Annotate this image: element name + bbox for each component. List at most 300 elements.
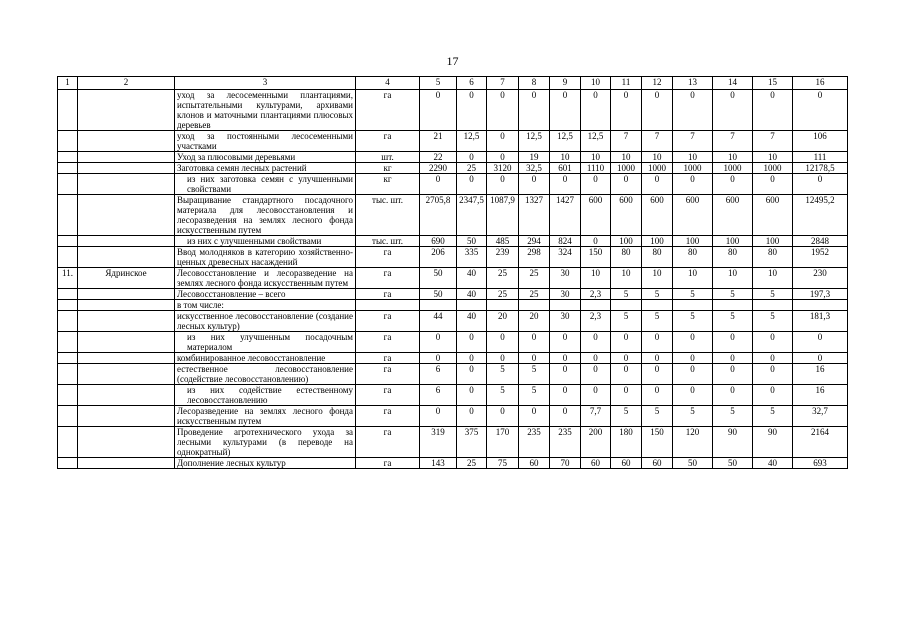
total-value-cell: 181,3	[793, 311, 848, 332]
column-header: 14	[713, 77, 753, 90]
value-cell: 100	[611, 236, 642, 247]
row-number-cell	[58, 163, 78, 174]
value-cell: 7	[713, 131, 753, 152]
value-cell: 0	[581, 90, 611, 131]
value-cell: 2,3	[581, 311, 611, 332]
unit-cell: га	[356, 406, 420, 427]
value-cell: 80	[673, 247, 713, 268]
row-number-cell: 11.	[58, 268, 78, 289]
forestry-site-cell	[78, 195, 175, 236]
value-cell: 25	[519, 268, 550, 289]
value-cell: 0	[753, 90, 793, 131]
table-row	[58, 174, 848, 195]
total-value-cell	[793, 300, 848, 311]
value-cell: 0	[420, 406, 457, 427]
value-cell: 485	[487, 236, 519, 247]
row-number-cell	[58, 427, 78, 458]
value-cell: 0	[487, 90, 519, 131]
value-cell: 10	[642, 152, 673, 163]
value-cell: 30	[550, 289, 581, 300]
unit-cell: шт.	[356, 152, 420, 163]
activity-name-cell: из них заготовка семян с улучшенными свойствами	[175, 174, 356, 195]
total-value-cell: 0	[793, 353, 848, 364]
value-cell: 12,5	[581, 131, 611, 152]
value-cell: 1000	[611, 163, 642, 174]
value-cell: 150	[581, 247, 611, 268]
forestry-plan-table	[57, 76, 848, 469]
activity-name-cell: уход за постоянными лесосеменными участками	[175, 131, 356, 152]
value-cell: 0	[457, 385, 487, 406]
value-cell: 10	[581, 152, 611, 163]
value-cell: 0	[550, 174, 581, 195]
activity-name-cell: Уход за плюсовыми деревьями	[175, 152, 356, 163]
total-value-cell: 197,3	[793, 289, 848, 300]
forestry-site-cell	[78, 427, 175, 458]
value-cell: 50	[457, 236, 487, 247]
value-cell: 1000	[673, 163, 713, 174]
value-cell: 20	[487, 311, 519, 332]
value-cell	[642, 300, 673, 311]
unit-cell: га	[356, 90, 420, 131]
column-header: 4	[356, 77, 420, 90]
value-cell: 5	[611, 289, 642, 300]
table-row	[58, 236, 848, 247]
value-cell: 0	[519, 174, 550, 195]
total-value-cell: 2164	[793, 427, 848, 458]
value-cell: 5	[487, 385, 519, 406]
unit-cell: га	[356, 311, 420, 332]
forestry-site-cell	[78, 332, 175, 353]
forestry-site-cell	[78, 90, 175, 131]
value-cell: 239	[487, 247, 519, 268]
table-row	[58, 311, 848, 332]
value-cell: 0	[673, 174, 713, 195]
unit-cell: кг	[356, 163, 420, 174]
value-cell: 5	[487, 364, 519, 385]
total-value-cell: 0	[793, 174, 848, 195]
value-cell: 5	[713, 289, 753, 300]
value-cell: 7,7	[581, 406, 611, 427]
value-cell: 10	[611, 152, 642, 163]
forestry-site-cell	[78, 458, 175, 469]
value-cell: 0	[611, 385, 642, 406]
row-number-cell	[58, 364, 78, 385]
value-cell: 0	[457, 90, 487, 131]
value-cell: 12,5	[457, 131, 487, 152]
column-header: 2	[78, 77, 175, 90]
column-header: 12	[642, 77, 673, 90]
value-cell: 143	[420, 458, 457, 469]
value-cell: 2,3	[581, 289, 611, 300]
forestry-site-cell	[78, 300, 175, 311]
value-cell: 5	[519, 385, 550, 406]
activity-name-cell: Лесоразведение на землях лесного фонда искусственным путем	[175, 406, 356, 427]
total-value-cell: 1952	[793, 247, 848, 268]
value-cell: 5	[642, 406, 673, 427]
value-cell: 600	[581, 195, 611, 236]
value-cell: 206	[420, 247, 457, 268]
value-cell: 25	[487, 268, 519, 289]
row-number-cell	[58, 406, 78, 427]
column-header: 1	[58, 77, 78, 90]
value-cell: 0	[550, 406, 581, 427]
value-cell: 5	[611, 311, 642, 332]
value-cell: 25	[519, 289, 550, 300]
value-cell: 690	[420, 236, 457, 247]
table-row	[58, 247, 848, 268]
value-cell: 294	[519, 236, 550, 247]
value-cell: 7	[673, 131, 713, 152]
activity-name-cell: Выращивание стандартного посадочного материала для лесовосстановления и лесоразведения на землях лесного фонда искусственным путем	[175, 195, 356, 236]
value-cell: 0	[420, 174, 457, 195]
value-cell: 0	[519, 332, 550, 353]
value-cell: 0	[487, 131, 519, 152]
value-cell: 30	[550, 311, 581, 332]
value-cell: 1000	[753, 163, 793, 174]
value-cell: 0	[457, 174, 487, 195]
value-cell: 600	[673, 195, 713, 236]
activity-name-cell: из них улучшенным посадочным материалом	[175, 332, 356, 353]
activity-name-cell: Лесовосстановление и лесоразведение на землях лесного фонда искусственным путем	[175, 268, 356, 289]
column-header: 13	[673, 77, 713, 90]
table-row	[58, 364, 848, 385]
value-cell: 0	[642, 385, 673, 406]
value-cell: 319	[420, 427, 457, 458]
table-row	[58, 163, 848, 174]
value-cell: 6	[420, 364, 457, 385]
activity-name-cell: комбинированное лесовосстановление	[175, 353, 356, 364]
value-cell: 19	[519, 152, 550, 163]
total-value-cell: 2848	[793, 236, 848, 247]
value-cell: 1427	[550, 195, 581, 236]
value-cell: 324	[550, 247, 581, 268]
value-cell	[420, 300, 457, 311]
value-cell: 0	[673, 332, 713, 353]
value-cell: 0	[457, 332, 487, 353]
unit-cell: кг	[356, 174, 420, 195]
value-cell: 100	[713, 236, 753, 247]
row-number-cell	[58, 458, 78, 469]
activity-name-cell: Лесовосстановление – всего	[175, 289, 356, 300]
value-cell: 10	[581, 268, 611, 289]
total-value-cell: 0	[793, 90, 848, 131]
value-cell: 0	[487, 332, 519, 353]
unit-cell: га	[356, 268, 420, 289]
page-number: 17	[446, 54, 459, 68]
unit-cell: тыс. шт.	[356, 195, 420, 236]
value-cell	[753, 300, 793, 311]
value-cell: 6	[420, 385, 457, 406]
value-cell: 0	[642, 332, 673, 353]
value-cell: 2290	[420, 163, 457, 174]
activity-name-cell: искусственное лесовосстановление (создание лесных культур)	[175, 311, 356, 332]
value-cell: 0	[487, 152, 519, 163]
value-cell: 12,5	[519, 131, 550, 152]
value-cell: 235	[519, 427, 550, 458]
value-cell: 0	[713, 90, 753, 131]
value-cell: 25	[457, 458, 487, 469]
unit-cell: га	[356, 458, 420, 469]
value-cell: 5	[673, 406, 713, 427]
value-cell: 0	[519, 90, 550, 131]
column-header: 7	[487, 77, 519, 90]
value-cell: 40	[753, 458, 793, 469]
value-cell: 0	[611, 353, 642, 364]
value-cell: 235	[550, 427, 581, 458]
value-cell: 180	[611, 427, 642, 458]
value-cell: 5	[519, 364, 550, 385]
value-cell: 3120	[487, 163, 519, 174]
forestry-site-cell	[78, 247, 175, 268]
forestry-site-cell	[78, 364, 175, 385]
value-cell	[487, 300, 519, 311]
value-cell: 0	[753, 174, 793, 195]
value-cell: 601	[550, 163, 581, 174]
table-body	[58, 90, 848, 469]
value-cell: 10	[673, 268, 713, 289]
value-cell: 0	[457, 364, 487, 385]
value-cell: 5	[611, 406, 642, 427]
forestry-site-cell	[78, 131, 175, 152]
value-cell: 12,5	[550, 131, 581, 152]
value-cell: 0	[642, 174, 673, 195]
value-cell: 75	[487, 458, 519, 469]
value-cell: 0	[753, 385, 793, 406]
value-cell	[581, 300, 611, 311]
table-row	[58, 332, 848, 353]
table-row	[58, 268, 848, 289]
value-cell: 0	[550, 90, 581, 131]
table-row	[58, 406, 848, 427]
table-row	[58, 353, 848, 364]
forestry-site-cell	[78, 174, 175, 195]
table-header-row	[58, 77, 848, 90]
value-cell: 0	[487, 174, 519, 195]
value-cell: 44	[420, 311, 457, 332]
value-cell: 0	[713, 385, 753, 406]
table-row	[58, 289, 848, 300]
row-number-cell	[58, 385, 78, 406]
value-cell: 200	[581, 427, 611, 458]
value-cell: 60	[611, 458, 642, 469]
value-cell: 0	[487, 353, 519, 364]
activity-name-cell: из них содействие естественному лесовосстановлению	[175, 385, 356, 406]
row-number-cell	[58, 353, 78, 364]
value-cell: 0	[519, 406, 550, 427]
value-cell: 0	[581, 174, 611, 195]
value-cell: 10	[550, 152, 581, 163]
value-cell: 5	[673, 311, 713, 332]
column-header: 11	[611, 77, 642, 90]
column-header: 6	[457, 77, 487, 90]
table-row	[58, 385, 848, 406]
unit-cell: га	[356, 131, 420, 152]
total-value-cell: 0	[793, 332, 848, 353]
forestry-site-cell	[78, 236, 175, 247]
unit-cell: га	[356, 332, 420, 353]
value-cell: 25	[487, 289, 519, 300]
value-cell: 298	[519, 247, 550, 268]
forestry-site-cell	[78, 311, 175, 332]
value-cell: 0	[581, 236, 611, 247]
value-cell: 335	[457, 247, 487, 268]
unit-cell: га	[356, 289, 420, 300]
row-number-cell	[58, 300, 78, 311]
value-cell: 32,5	[519, 163, 550, 174]
value-cell: 0	[673, 385, 713, 406]
value-cell: 0	[550, 364, 581, 385]
row-number-cell	[58, 90, 78, 131]
value-cell: 0	[420, 332, 457, 353]
row-number-cell	[58, 195, 78, 236]
total-value-cell: 230	[793, 268, 848, 289]
row-number-cell	[58, 311, 78, 332]
value-cell: 2705,8	[420, 195, 457, 236]
table-row	[58, 195, 848, 236]
unit-cell	[356, 300, 420, 311]
column-header: 3	[175, 77, 356, 90]
value-cell: 600	[753, 195, 793, 236]
value-cell: 170	[487, 427, 519, 458]
value-cell: 2347,5	[457, 195, 487, 236]
forestry-site-cell	[78, 406, 175, 427]
total-value-cell: 16	[793, 364, 848, 385]
value-cell: 80	[713, 247, 753, 268]
forestry-site-cell	[78, 289, 175, 300]
value-cell: 0	[611, 364, 642, 385]
value-cell: 100	[753, 236, 793, 247]
value-cell: 0	[713, 364, 753, 385]
value-cell: 5	[642, 311, 673, 332]
value-cell: 90	[753, 427, 793, 458]
value-cell: 0	[753, 332, 793, 353]
value-cell: 50	[420, 268, 457, 289]
table-row	[58, 131, 848, 152]
value-cell: 40	[457, 289, 487, 300]
column-header: 5	[420, 77, 457, 90]
value-cell: 600	[713, 195, 753, 236]
row-number-cell	[58, 174, 78, 195]
unit-cell: га	[356, 385, 420, 406]
value-cell: 0	[457, 406, 487, 427]
value-cell: 10	[673, 152, 713, 163]
column-header: 8	[519, 77, 550, 90]
value-cell: 10	[713, 268, 753, 289]
value-cell: 22	[420, 152, 457, 163]
value-cell: 0	[673, 353, 713, 364]
activity-name-cell: из них с улучшенными свойствами	[175, 236, 356, 247]
value-cell: 1000	[713, 163, 753, 174]
value-cell: 600	[642, 195, 673, 236]
value-cell	[713, 300, 753, 311]
forestry-site-cell	[78, 163, 175, 174]
total-value-cell: 693	[793, 458, 848, 469]
row-number-cell	[58, 247, 78, 268]
value-cell	[673, 300, 713, 311]
value-cell: 1000	[642, 163, 673, 174]
value-cell: 0	[713, 332, 753, 353]
total-value-cell: 106	[793, 131, 848, 152]
value-cell: 0	[713, 353, 753, 364]
value-cell: 0	[753, 353, 793, 364]
value-cell: 375	[457, 427, 487, 458]
value-cell: 5	[713, 406, 753, 427]
value-cell: 0	[642, 364, 673, 385]
value-cell	[550, 300, 581, 311]
forestry-site-cell: Ядринское	[78, 268, 175, 289]
value-cell: 0	[550, 353, 581, 364]
value-cell: 824	[550, 236, 581, 247]
value-cell: 0	[642, 90, 673, 131]
value-cell: 20	[519, 311, 550, 332]
table-row	[58, 152, 848, 163]
value-cell	[611, 300, 642, 311]
value-cell: 0	[611, 90, 642, 131]
value-cell: 50	[673, 458, 713, 469]
value-cell: 150	[642, 427, 673, 458]
total-value-cell: 111	[793, 152, 848, 163]
value-cell: 600	[611, 195, 642, 236]
value-cell: 70	[550, 458, 581, 469]
value-cell: 50	[420, 289, 457, 300]
total-value-cell: 12495,2	[793, 195, 848, 236]
value-cell: 0	[550, 385, 581, 406]
value-cell: 0	[611, 174, 642, 195]
value-cell: 50	[713, 458, 753, 469]
table-row	[58, 427, 848, 458]
value-cell: 0	[753, 364, 793, 385]
value-cell: 5	[753, 289, 793, 300]
table-row	[58, 90, 848, 131]
value-cell: 60	[519, 458, 550, 469]
value-cell: 0	[642, 353, 673, 364]
value-cell: 10	[753, 152, 793, 163]
value-cell: 0	[457, 353, 487, 364]
value-cell: 100	[673, 236, 713, 247]
value-cell: 40	[457, 268, 487, 289]
column-header: 10	[581, 77, 611, 90]
activity-name-cell: уход за лесосеменными плантациями, испытательными культурами, архивами клонов и маточными плантациями плюсовых деревьев	[175, 90, 356, 131]
value-cell: 10	[713, 152, 753, 163]
activity-name-cell: в том числе:	[175, 300, 356, 311]
value-cell: 0	[487, 406, 519, 427]
total-value-cell: 12178,5	[793, 163, 848, 174]
unit-cell: га	[356, 353, 420, 364]
value-cell: 60	[581, 458, 611, 469]
row-number-cell	[58, 131, 78, 152]
value-cell: 5	[753, 311, 793, 332]
value-cell: 40	[457, 311, 487, 332]
value-cell: 21	[420, 131, 457, 152]
total-value-cell: 32,7	[793, 406, 848, 427]
value-cell: 0	[713, 174, 753, 195]
value-cell: 0	[581, 353, 611, 364]
activity-name-cell: Дополнение лесных культур	[175, 458, 356, 469]
row-number-cell	[58, 152, 78, 163]
value-cell: 0	[457, 152, 487, 163]
value-cell: 5	[713, 311, 753, 332]
value-cell: 80	[753, 247, 793, 268]
column-header: 16	[793, 77, 848, 90]
value-cell: 100	[642, 236, 673, 247]
value-cell: 7	[642, 131, 673, 152]
value-cell: 7	[753, 131, 793, 152]
forestry-site-cell	[78, 385, 175, 406]
value-cell: 0	[519, 353, 550, 364]
value-cell: 7	[611, 131, 642, 152]
row-number-cell	[58, 332, 78, 353]
activity-name-cell: Ввод молодняков в категорию хозяйственно-ценных древесных насаждений	[175, 247, 356, 268]
